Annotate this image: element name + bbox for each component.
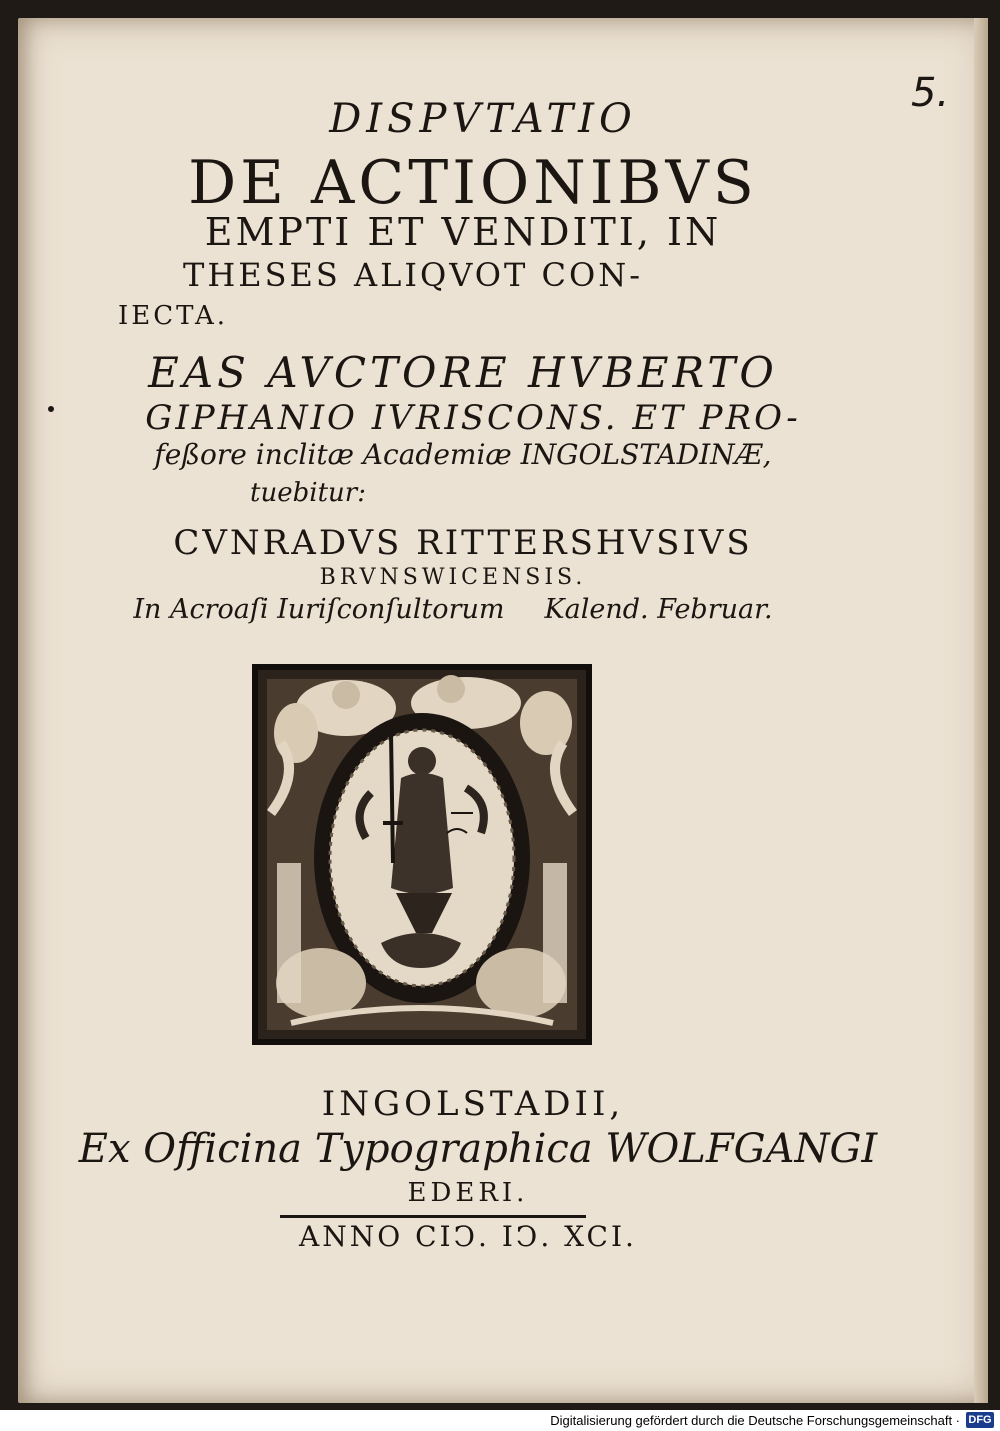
- handwritten-page-number: 5.: [911, 70, 950, 116]
- venue-text: In Acroaſi Iuriſconſultorum: [133, 594, 505, 625]
- respondent-origin: BRVNSWICENSIS.: [319, 565, 587, 590]
- dfg-logo-icon: DFG: [966, 1412, 994, 1428]
- imprint-year: ANNO CIↃ. IↃ. XCI.: [299, 1220, 637, 1253]
- funding-credit: Digitalisierung gefördert durch die Deutsche Forschungsgemeinschaft ·: [550, 1413, 960, 1428]
- author-line-1: EAS AVCTORE HVBERTO: [148, 348, 778, 397]
- digitization-footer: [0, 1410, 1000, 1431]
- author-line-3: feßore inclitæ Academiæ INGOLSTADINÆ,: [154, 438, 772, 471]
- title-line-1: DISPVTATIO: [329, 96, 637, 142]
- date-text: Kalend. Februar.: [544, 594, 773, 625]
- horizontal-rule: [280, 1215, 586, 1218]
- imprint-printer-name: EDERI.: [407, 1178, 529, 1208]
- page-edge: [974, 18, 988, 1403]
- title-line-3: EMPTI ET VENDITI, IN: [204, 210, 722, 254]
- author-line-2: GIPHANIO IVRISCONS. ET PRO-: [145, 398, 801, 438]
- title-line-2: DE ACTIONIBVS: [188, 148, 758, 218]
- respondent-name: CVNRADVS RITTERSHVSIVS: [173, 523, 753, 563]
- imprint-city: INGOLSTADII,: [321, 1084, 625, 1124]
- disputation-date-line: [0, 594, 938, 625]
- title-line-4: THESES ALIQVOT CON-: [182, 256, 644, 294]
- woodcut-justice-illustration: [251, 663, 593, 1046]
- title-page: [18, 18, 988, 1403]
- title-line-5: IECTA.: [117, 301, 229, 331]
- author-line-4: tuebitur:: [250, 478, 366, 508]
- imprint-printer-line: Ex Officina Typographica WOLFGANGI: [78, 1126, 878, 1172]
